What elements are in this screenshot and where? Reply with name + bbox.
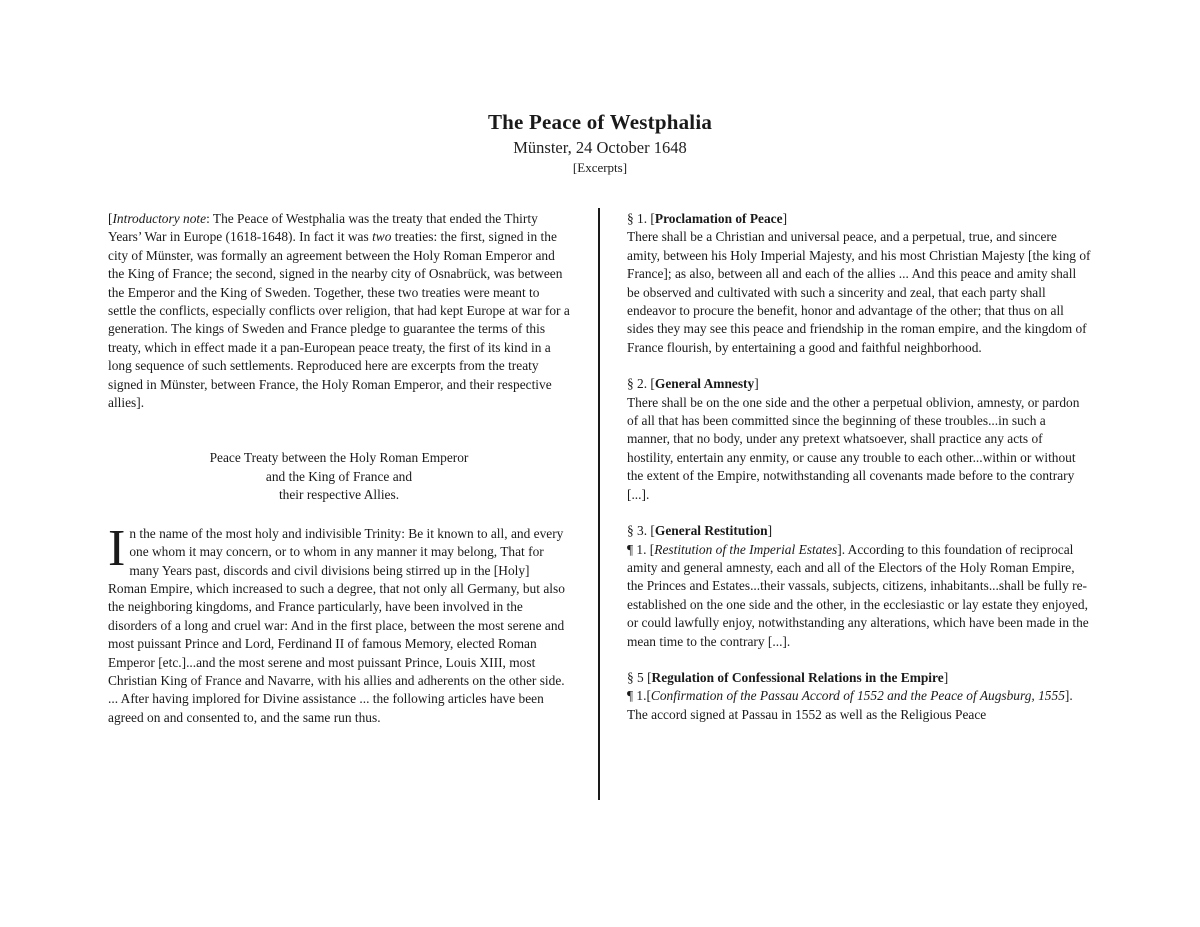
- document-header: [0, 109, 1200, 176]
- intro-emphasis: two: [372, 229, 392, 245]
- intro-label: Introductory note: [112, 211, 207, 226]
- introductory-note: [Introductory note: The Peace of Westphalia was the treaty that ended the Thirty Years’ War in Europe (1618-1648). In fact it was two treaties: the first, signed in the city of Münster, was formally an agreement between the Holy Roman Emperor and the King of France; the second, signed in the nearby city of Osnabrück, was between the Emperor and the King of Sweden. Together, these two treaties were meant to settle the conflicts, especially conflicts over religion, that had kept Europe at war for a generation. The kings of Sweden and France pledge to guarantee the terms of this treaty, which in effect made it a pan-European peace treaty, the first of its kind in a long sequence of such settlements. Reproduced here are excerpts from the treaty signed in Münster, between France, the Holy Roman Emperor, and their respective allies].: [108, 211, 570, 411]
- treaty-heading-line-2: and the King of France and: [265, 468, 413, 484]
- left-column: [108, 210, 570, 727]
- treaty-heading: [108, 449, 570, 504]
- section-heading: § 5 [Regulation of Confessional Relations in the Empire]: [627, 669, 949, 685]
- section-heading: § 1. [Proclamation of Peace]: [627, 211, 788, 226]
- section-2: [627, 375, 1092, 504]
- subsection-title: Confirmation of the Passau Accord of 1552 and the Peace of Augsburg, 1555: [650, 688, 1065, 704]
- section-3: [627, 522, 1092, 651]
- treaty-preamble: [108, 519, 570, 727]
- section-body: ¶ 1. [Restitution of the Imperial Estates]. According to this foundation of reciprocal amity and general amnesty, each and all of the Electors of the Holy Roman Empire, the Princes and Estates...their vassals, subjects, citizens, inhabitants...shall be fully re-established on the one side and the other, in the ecclesiastic or lay estate they enjoyed, or could lawfully enjoy, notwithstanding any alterations, which have been made in the mean time to the contrary [...].: [627, 541, 1089, 649]
- subsection-title: Restitution of the Imperial Estates: [654, 541, 838, 557]
- section-title: General Amnesty: [654, 376, 755, 392]
- treaty-heading-line-3: their respective Allies.: [278, 487, 400, 503]
- right-column: [627, 210, 1092, 742]
- section-body: There shall be on the one side and the other a perpetual oblivion, amnesty, or pardon of all that has been committed since the beginning of these troubles...in such a manner, that no body, under any pretext whatsoever, shall practice any acts of hostility, entertain any enmity, or cause any trouble to each other...within or without the extent of the Empire, notwithstanding all covenants made before to the contrary [...].: [627, 394, 1080, 502]
- preamble-text: n the name of the most holy and indivisible Trinity: Be it known to all, and every one whom it may concern, or to whom in any manner it may belong, That for many Years past, discords and civil divisions being stirred up in the [Holy] Roman Empire, which increased to such a degree, that not only all Germany, but also the neighboring kingdoms, and France particularly, have been involved in the disorders of a long and cruel war: And in the first place, between the most serene and most puissant Prince and Lord, Ferdinand II of famous Memory, elected Roman Emperor [etc.]...and the most serene and most puissant Prince, Louis XIII, most Christian King of France and Navarre, with his allies and adherents on the other side. ... After having implored for Divine assistance ... the following articles have been agreed on and consented to, and the same run thus.: [108, 525, 565, 725]
- document-title: The Peace of Westphalia: [487, 110, 713, 134]
- section-title: General Restitution: [654, 523, 768, 539]
- treaty-heading-line-1: Peace Treaty between the Holy Roman Emperor: [209, 450, 469, 466]
- section-body: ¶ 1.[Confirmation of the Passau Accord of 1552 and the Peace of Augsburg, 1555]. The accord signed at Passau in 1552 as well as the Religious Peace: [627, 688, 1073, 722]
- column-divider: [598, 208, 600, 800]
- section-title: Proclamation of Peace: [654, 211, 783, 226]
- section-heading: § 3. [General Restitution]: [627, 523, 773, 539]
- excerpts-note: [Excerpts]: [572, 160, 628, 175]
- document-subtitle: Münster, 24 October 1648: [513, 138, 687, 157]
- section-5: [627, 669, 1092, 724]
- section-heading: § 2. [General Amnesty]: [627, 376, 759, 392]
- section-title: Regulation of Confessional Relations in the Empire: [651, 669, 944, 685]
- section-1: [627, 210, 1092, 357]
- section-body: There shall be a Christian and universal peace, and a perpetual, true, and sincere amity, between his Holy Imperial Majesty, and his most Christian Majesty [the king of France]; as also, between all and each of the allies ... And this peace and amity shall be observed and cultivated with such a sincerity and zeal, that each party shall endeavor to procure the benefit, honor and advantage of the other; that thus on all sides they may see this peace and friendship in the roman empire, and the kingdom of France flourish, by entertaining a good and faithful neighborhood.: [627, 229, 1091, 355]
- drop-cap: I: [108, 519, 126, 577]
